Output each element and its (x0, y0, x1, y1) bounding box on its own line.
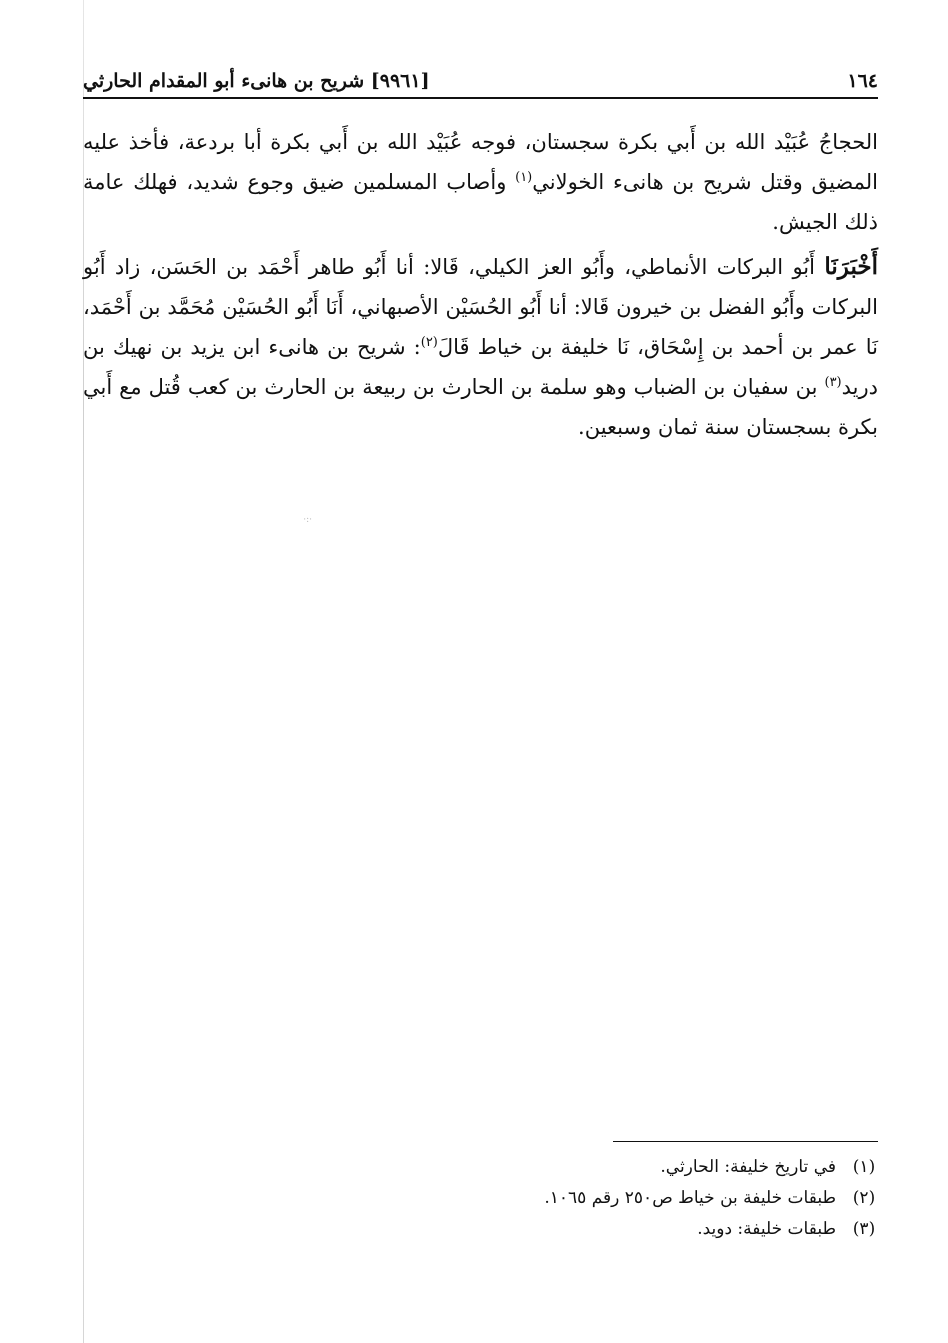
page-header (83, 62, 878, 92)
paragraph-2-text-b: : شريح بن هانىء ابن يزيد بن نهيك بن دريد (83, 335, 878, 399)
footnotes (83, 1152, 878, 1245)
footnote-3 (83, 1214, 878, 1245)
paragraph-2 (83, 247, 878, 447)
paragraph-1-text-a: الحجاجُ عُبَيْد الله بن أَبي بكرة سجستان، فوجه عُبَيْد الله بن أَبي بكرة أبا بردعة، فأخذ عليه المضيق وقتل شريح بن هانىء الخولاني (83, 130, 878, 194)
footnote-rule (613, 1141, 878, 1142)
footnote-2-number: (٢) (852, 1188, 876, 1208)
main-text (83, 122, 878, 447)
scan-speck: ·:· (303, 515, 312, 525)
footnote-3-text: طبقات خليفة: دويد. (697, 1219, 836, 1239)
footnote-ref-2: (٢) (420, 335, 438, 350)
entry-title: [٩٩٦١] شريح بن هانىء أبو المقدام الحارثي (83, 70, 430, 92)
paragraph-2-text-a: أَبُو البركات الأنماطي، وأَبُو العز الكيلي، قَالا: أنا أَبُو طاهر أَحْمَد بن الحَسَن، زاد أَبُو البركات وأَبُو الفضل بن خيرون قَالا: أنا أَبُو الحُسَيْن الأصبهاني، أَنَا أَبُو الحُسَيْن مُحَمَّد بن أَحْمَد، نَا عمر بن أحمد بن إِسْحَاق، نَا خليفة بن خياط قَالَ (83, 255, 878, 359)
footnote-ref-1: (١) (515, 170, 533, 185)
footnote-3-number: (٣) (852, 1219, 876, 1239)
isnad-lead-word: أَخْبَرَنَا (824, 253, 878, 280)
footnote-1 (83, 1152, 878, 1183)
footnote-1-number: (١) (852, 1157, 876, 1177)
paragraph-2-text-c: بن سفيان بن الضباب وهو سلمة بن الحارث بن ربيعة بن الحارث بن كعب قُتل مع أَبي بكرة بسجستان سنة ثمان وسبعين. (83, 375, 878, 439)
paragraph-1-text-b: وأصاب المسلمين ضيق وجوع شديد، فهلك عامة ذلك الجيش. (83, 170, 878, 234)
header-rule (83, 97, 878, 99)
footnote-ref-3: (٣) (824, 375, 842, 390)
page-number: ١٦٤ (847, 70, 878, 92)
paragraph-1 (83, 122, 878, 242)
footnote-1-text: في تاريخ خليفة: الحارثي. (660, 1157, 836, 1177)
footnote-2-text: طبقات خليفة بن خياط ص٢٥٠ رقم ١٠٦٥. (544, 1188, 836, 1208)
footnote-2 (83, 1183, 878, 1214)
